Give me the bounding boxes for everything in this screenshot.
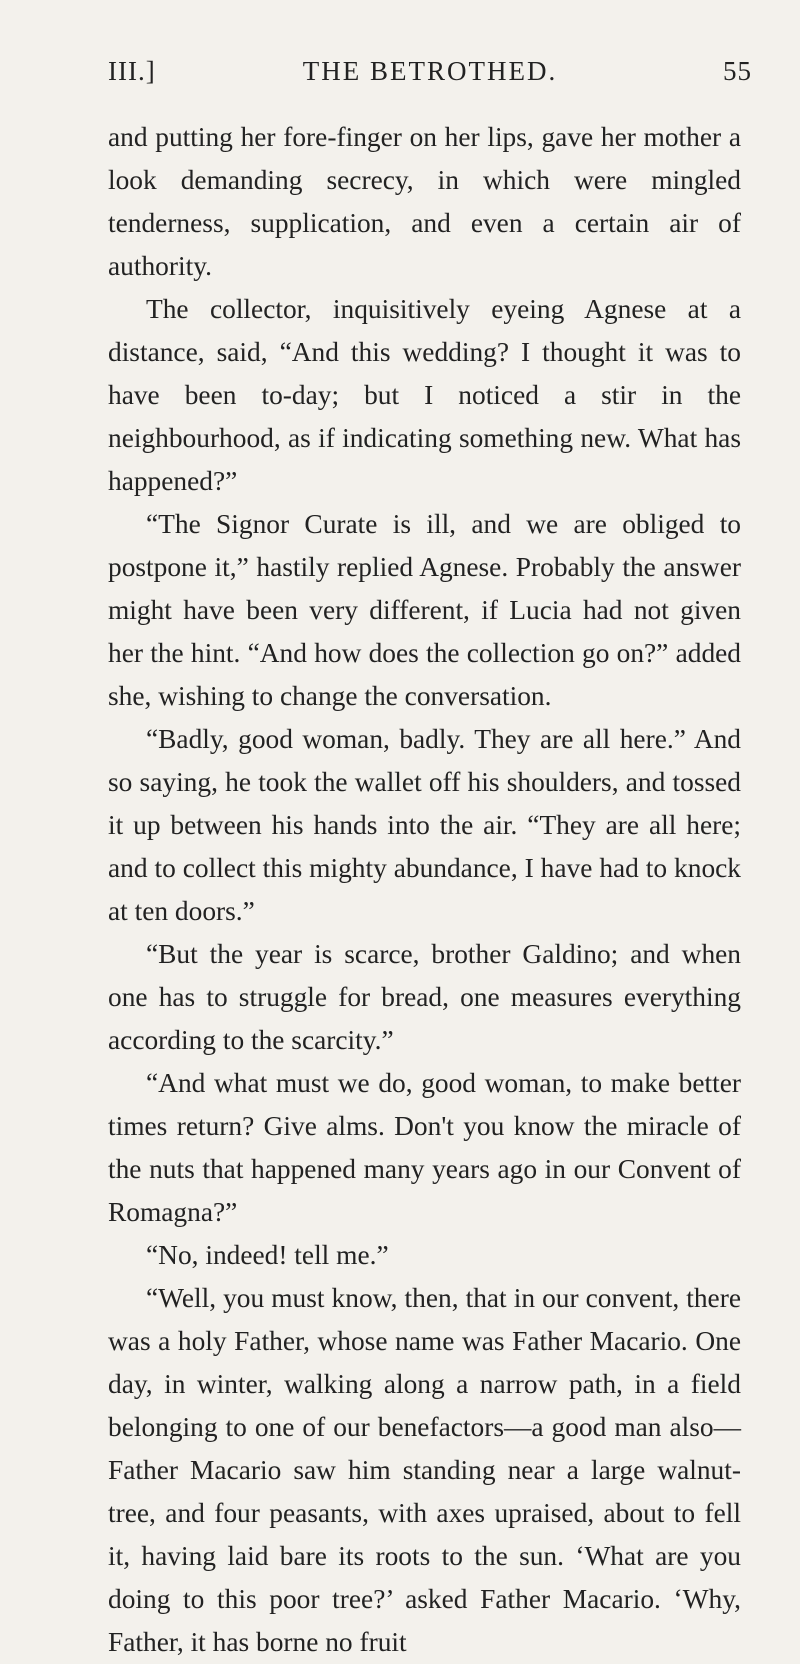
paragraph: “Badly, good woman, badly. They are all here.” And so saying, he took the wallet off his shoulders, and tossed it up between his hands into the air. “They are all here; and to collect this mighty abundance, I have had to knock at ten doors.”: [108, 724, 741, 926]
paragraph: “No, indeed! tell me.”: [146, 1240, 389, 1270]
running-title: THE BETROTHED.: [302, 56, 558, 86]
paragraph: “The Signor Curate is ill, and we are obliged to postpone it,” hastily replied Agnese. Probably the answer might have been very different, if Lucia had not given her the hint. “And how does the collection go on?” added she, wishing to change the conversation.: [108, 509, 741, 711]
paragraph: The collector, inquisitively eyeing Agnese at a distance, said, “And this wedding? I thought it was to have been to-day; but I noticed a stir in the neighbourhood, as if indicating something new. What has happened?”: [108, 294, 741, 496]
page-body: [108, 116, 741, 1664]
chapter-marker: III.]: [108, 56, 156, 86]
running-header: [108, 56, 752, 96]
paragraph: “And what must we do, good woman, to make better times return? Give alms. Don't you know the miracle of the nuts that happened many years ago in our Convent of Romagna?”: [108, 1068, 741, 1227]
paragraph: and putting her fore-finger on her lips, gave her mother a look demanding secrecy, in which were mingled tenderness, supplication, and even a certain air of authority.: [108, 122, 741, 281]
page-number: 55: [723, 56, 752, 86]
paragraph: “But the year is scarce, brother Galdino; and when one has to struggle for bread, one measures everything according to the scarcity.”: [108, 939, 741, 1055]
paragraph: “Well, you must know, then, that in our convent, there was a holy Father, whose name was Father Macario. One day, in winter, walking along a narrow path, in a field belonging to one of our benefactors—a good man also—Father Macario saw him standing near a large walnut-tree, and four peasants, with axes upraised, about to fell it, having laid bare its roots to the sun. ‘What are you doing to this poor tree?’ asked Father Macario. ‘Why, Father, it has borne no fruit: [108, 1283, 741, 1657]
